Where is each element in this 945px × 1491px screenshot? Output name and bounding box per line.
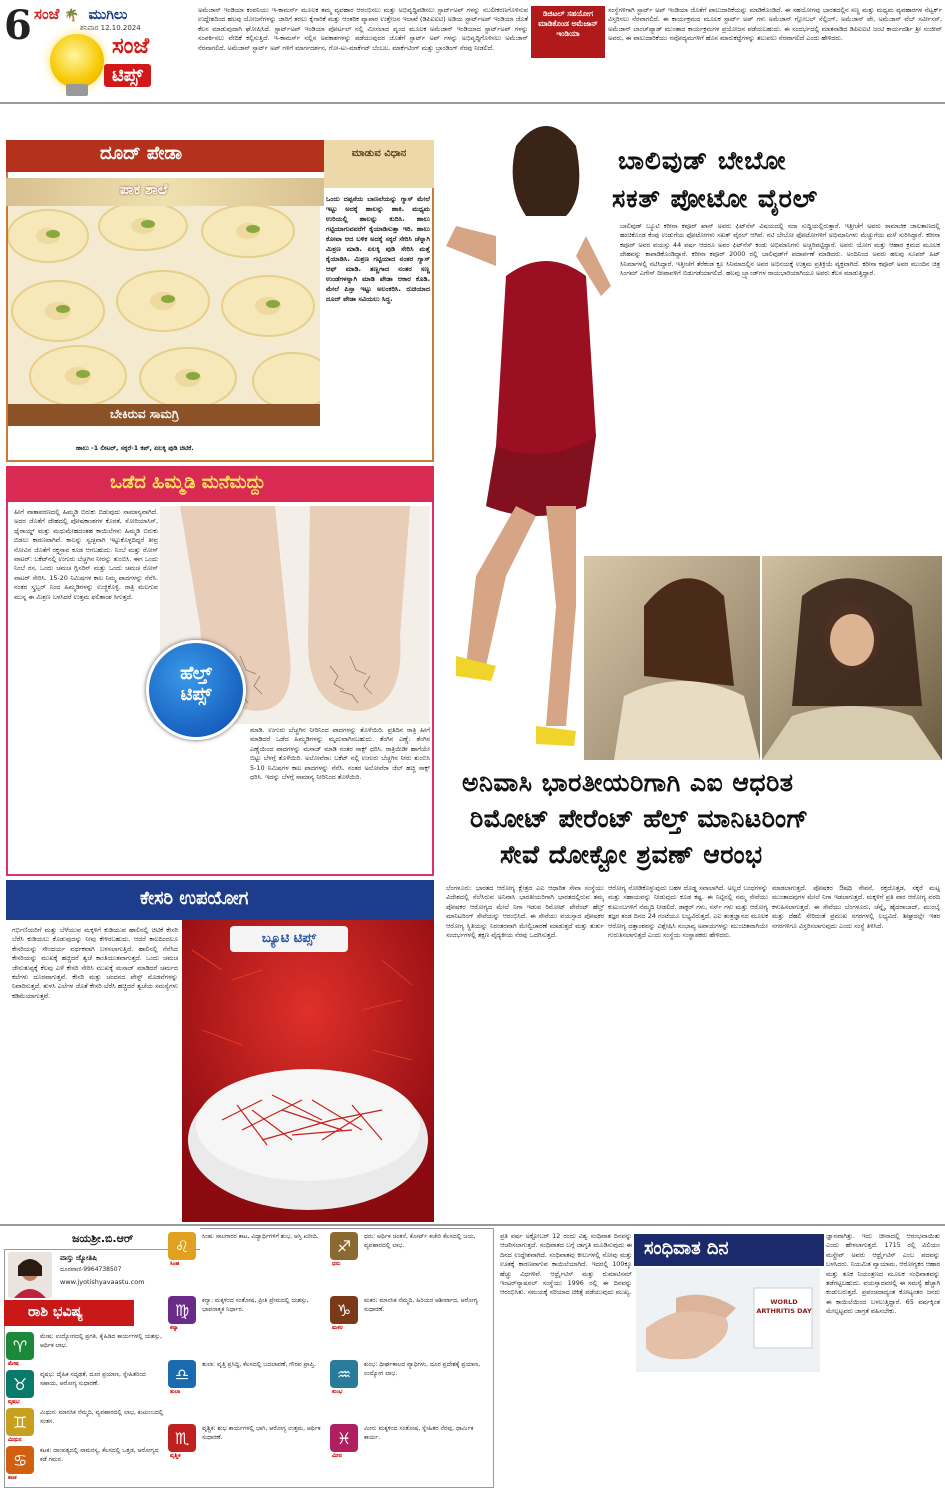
bollywood-body: ಬಾಲಿವುಡ್ ಬ್ಯೂಟಿ ಕರೀನಾ ಕಪೂರ್ ಖಾನ್ ಅವರು ಫಿಟ್‌ನೆಸ್ ವಿಷಯದಲ್ಲಿ ಸದಾ ಸುದ್ದಿಯಲ್ಲಿರುತ್ತಾರೆ. ಇತ್ತೀಚೆಗೆ ಅವರು ಸಾಮಾಜಿಕ ಜಾಲತಾಣದಲ್ಲಿ ಹಂಚಿಕೊಂಡ ಕೆಂಪು ಉಡುಗೆಯ ಫೋಟೋಗಳು ಸಖತ್ ವೈರಲ್ ಆಗಿವೆ. ನಟಿ ಬೇಬೋ ಫೋಟೋಗಳಿಗೆ ಅಭಿಮಾನಿಗಳು ಮೆಚ್ಚುಗೆಯ ಮಳೆ ಸುರಿಸಿದ್ದಾರೆ. ಕರೀನಾ ಕಪೂರ್ ಅವರ ವಯಸ್ಸು 44 ವರ್ಷ ಆದರೂ ಅವರ ಫಿಟ್‌ನೆಸ್ ಕಂಡು ಅಭಿಮಾನಿಗಳು ಅಚ್ಚರಿಪಟ್ಟಿದ್ದಾರೆ. ಅವರು ಯೋಗ ಮತ್ತು ಆಹಾರ ಕ್ರಮದ ಮೂಲಕ ದೇಹವನ್ನು ಕಾಪಾಡಿಕೊಂಡಿದ್ದಾರೆ. ಕರೀನಾ ಕಪೂರ್ 2000 ರಲ್ಲಿ ಬಾಲಿವುಡ್‌ಗೆ ಪದಾರ್ಪಣೆ ಮಾಡಿದರು. ಅಂದಿನಿಂದ ಅವರು ಹಲವು ಸೂಪರ್ ಹಿಟ್ ಸಿನಿಮಾಗಳಲ್ಲಿ ನಟಿಸಿದ್ದಾರೆ. ಇತ್ತೀಚೆಗೆ ತೆರೆಕಂಡ ಕ್ರೂ ಸಿನಿಮಾದಲ್ಲಿನ ಅವರ ಅಭಿನಯಕ್ಕೆ ಉತ್ತಮ ಪ್ರತಿಕ್ರಿಯೆ ವ್ಯಕ್ತವಾಗಿದೆ. ಕರೀನಾ ಕಪೂರ್ ಅವರ ಮುಂದಿನ ಚಿತ್ರ ಸಿಂಗಮ್ ಎಗೇನ್ ದೀಪಾವಳಿಗೆ ಬಿಡುಗಡೆಯಾಗಲಿದೆ. ಹಲವು ಬ್ರ್ಯಾಂಡ್‌ಗಳ ರಾಯಭಾರಿಯಾಗಿಯೂ ಅವರು ಕೆಲಸ ಮಾಡುತ್ತಿದ್ದಾರೆ. <box>620 222 940 278</box>
rasi-sign-text: ಮೇಷ: ಉದ್ಯೋಗದಲ್ಲಿ ಪ್ರಗತಿ, ಕೈಹಿಡಿದ ಕಾರ್ಯಗಳಲ್ಲಿ ಯಶಸ್ಸು, ಆರ್ಥಿಕ ಲಾಭ. <box>40 1333 162 1349</box>
rasi-sign-icon: ♋ <box>6 1446 34 1474</box>
rasi-sign-icon: ♓ <box>330 1424 358 1452</box>
logo-line2: ಟಿಪ್ಸ್ <box>104 64 151 87</box>
method-text: ಒಂದು ದಪ್ಪನೆಯ ಬಾಣಲೆಯನ್ನು ಗ್ಯಾಸ್ ಮೇಲೆ ಇಟ್ಟು ಅದಕ್ಕೆ ಹಾಲನ್ನು ಹಾಕಿ. ಮಧ್ಯಮ ಉರಿಯಲ್ಲಿ ಹಾಲನ್ನು ಕುದಿಸಿ. ಹಾಲು ಗಟ್ಟಿಯಾಗುವವರೆಗೆ ಕೈಯಾಡಿಸುತ್ತಾ ಇರಿ. ಹಾಲು ಕೋವಾ ಆದ ಬಳಿಕ ಅದಕ್ಕೆ ಸಕ್ಕರೆ ಸೇರಿಸಿ ಚೆನ್ನಾಗಿ ಮಿಶ್ರಣ ಮಾಡಿ. ಏಲಕ್ಕಿ ಪುಡಿ ಸೇರಿಸಿ ಮತ್ತೆ ಕೈಯಾಡಿಸಿ. ಮಿಶ್ರಣ ಗಟ್ಟಿಯಾದ ನಂತರ ಗ್ಯಾಸ್ ಆಫ್ ಮಾಡಿ. ತಣ್ಣಗಾದ ನಂತರ ಸಣ್ಣ ಉಂಡೆಗಳನ್ನಾಗಿ ಮಾಡಿ ಪೇಡಾ ಆಕಾರ ಕೊಡಿ. ಮೇಲೆ ಪಿಸ್ತಾ ಇಟ್ಟು ಅಲಂಕರಿಸಿ. ರುಚಿಯಾದ ದೂದ್ ಪೇಡಾ ಸವಿಯಲು ಸಿದ್ಧ. <box>326 195 430 303</box>
rasi-sign-text: ಕನ್ಯಾ: ಮಕ್ಕಳಿಂದ ಸಂತೋಷ, ಪ್ರೀತಿ ಪ್ರೇಮದಲ್ಲಿ ಯಶಸ್ಸು, ಭಾವನಾತ್ಮಕ ನಿರ್ಧಾರ. <box>202 1297 309 1313</box>
rasi-sign-icon: ♊ <box>6 1408 34 1436</box>
rasi-sign-name: ತುಲಾ <box>170 1389 181 1395</box>
rasi-sign-text: ಮೀನ: ಮಕ್ಕಳಿಂದ ಸಂತೋಷ, ಸ್ನೇಹಿತರ ನೆರವು, ಧಾರ್ಮಿಕ ಕಾರ್ಯ. <box>364 1425 474 1441</box>
rasi-sign-name: ಮಿಥುನ <box>8 1437 22 1443</box>
rasi-sign-name: ಕಟಕ <box>8 1475 17 1481</box>
rasi-sign-text: ಮಿಥುನ: ಮಾನಸಿಕ ನೆಮ್ಮದಿ, ವ್ಯವಹಾರದಲ್ಲಿ ಲಾಭ, ಕುಟುಂಬದಲ್ಲಿ ಸಂತಸ. <box>40 1409 164 1425</box>
page-number: 6 <box>4 2 32 49</box>
top-story-badge-text: ಡಿಜಿಟಲ್ ಸಹಯೋಗ ಮಾಡಿಕೊಂಡ ಅಮೆಜಾನ್ ಇಂಡಿಯಾ <box>538 9 598 38</box>
bollywood-headline-line1: ಬಾಲಿವುಡ್ ಬೇಬೋ <box>618 146 787 175</box>
saffron-photo <box>182 920 434 1222</box>
heels-col1: ಹೀಗೆ ವಾತಾವರಣದಲ್ಲಿ ಹಿಮ್ಮಡಿ ಬಿರುಕು ಬಿಡುವುದು ಸಾಮಾನ್ಯವಾಗಿದೆ. ಅದರ ಜೊತೆಗೆ ದೇಹದಲ್ಲಿ ಪೋಷಕಾಂಶಗಳ ಕೊರತೆ, ಸೋರಿಯಾಸಿಸ್, ಥೈರಾಯ್ಡ್ ಮತ್ತು ಮಧುಮೇಹದಂತಹ ಕಾಯಿಲೆಗಳು ಹಿಮ್ಮಡಿ ಬಿರುಕು ಬಿಡಲು ಕಾರಣವಾಗಿವೆ. ಕಾಲನ್ನು ಸ್ವಚ್ಛವಾಗಿ ಇಟ್ಟುಕೊಳ್ಳದಿದ್ದರೆ ತೀವ್ರ ನೋವಿನ ಜೊತೆಗೆ ರಕ್ತಸ್ರಾವ ಕೂಡ ಆಗಬಹುದು. ನಿಂಬೆ ಮತ್ತು ರೋಸ್ ವಾಟರ್: ಬಕೆಟ್‌ನಲ್ಲಿ ಉಗುರು ಬೆಚ್ಚಗಿನ ನೀರನ್ನು ತುಂಬಿಸಿ. ಈಗ ಒಂದು ನಿಂಬೆ ರಸ, ಒಂದು ಚಮಚ ಗ್ಲಿಸರಿನ್ ಮತ್ತು ಒಂದು ಚಮಚ ರೋಸ್ ವಾಟರ್ ಸೇರಿಸಿ. 15-20 ನಿಮಿಷಗಳ ಕಾಲ ನಿಮ್ಮ ಪಾದಗಳನ್ನು ನೆನೆಸಿ. ನಂತರ ಸ್ಕ್ರಬ್ಬರ್ ನಿಂದ ಹಿಮ್ಮಡಿಗಳನ್ನು ಉಜ್ಜಿಕೊಳ್ಳಿ. ರಾತ್ರಿ ಮಲಗುವ ಮುನ್ನ ಈ ಮಿಶ್ರಣ ಬಳಸಿದರೆ ಉತ್ತಮ ಫಲಿತಾಂಶ ಸಿಗುತ್ತದೆ. <box>14 508 158 601</box>
rasi-sign-icon: ♍ <box>168 1296 196 1324</box>
rasi-title: ರಾಶಿ ಭವಿಷ್ಯ <box>28 1304 83 1320</box>
kareena-photo-3-illustration <box>762 556 942 760</box>
avatar-icon <box>8 1252 52 1298</box>
nri-headline-line3: ಸೇವೆ ದೋಕ್ಟೋ ಶ್ರವಣ್ ಆರಂಭ <box>500 840 763 869</box>
bollywood-headline-line2: ಸಕತ್ ಪೋಟೋ ವೈರಲ್ <box>612 184 819 213</box>
arthritis-col2: ಜ್ಞಾನವಾಗಿತ್ತು. ಇದು ಚೀನಾದಲ್ಲಿ ಆರಂಭವಾಯಿತು ಎಂದು ಹೇಳಲಾಗುತ್ತದೆ. 1715 ರಲ್ಲಿ ವಿಲಿಯಂ ಮಸ್ಗ್ರೇವ್ ಅವರು ಆರ್ಥ್ರೈಟಿಸ್ ಎಂಬ ಪದವನ್ನು ಬಳಸಿದರು. ನಿಯಮಿತ ವ್ಯಾಯಾಮ, ಆರೋಗ್ಯಕರ ಆಹಾರ ಮತ್ತು ತೂಕ ನಿಯಂತ್ರಣದ ಮೂಲಕ ಸಂಧಿವಾತವನ್ನು ತಡೆಗಟ್ಟಬಹುದು. ವಯಸ್ಸಾದವರಲ್ಲಿ ಈ ಸಮಸ್ಯೆ ಹೆಚ್ಚಾಗಿ ಕಂಡುಬರುತ್ತದೆ. ಪ್ರಪಂಚದಾದ್ಯಂತ ಕೋಟ್ಯಂತರ ಜನರು ಈ ಕಾಯಿಲೆಯಿಂದ ಬಳಲುತ್ತಿದ್ದಾರೆ. 65 ವರ್ಷಕ್ಕಿಂತ ಮೇಲ್ಪಟ್ಟವರು ಜಾಗ್ರತೆ ವಹಿಸಬೇಕು. <box>826 1232 940 1316</box>
peda-illustration <box>8 206 320 406</box>
rasi-sign-icon: ♐ <box>330 1232 358 1260</box>
nri-col1: ಬೆಂಗಳೂರು: ಭಾರತದ ಆರೋಗ್ಯ ಕ್ಷೇತ್ರದ ಎಐ ಆಧಾರಿತ ಸೇವಾ ಸಂಸ್ಥೆಯು ವಿದೇಶದಲ್ಲಿ ನೆಲೆಸಿರುವ ಅನಿವಾಸಿ ಭಾರತೀಯರಿಗಾಗಿ ಭಾರತದಲ್ಲಿರುವ ತಮ್ಮ ಪೋಷಕರ ಆರೋಗ್ಯದ ಮೇಲೆ ನಿಗಾ ಇಡುವ ರಿಮೋಟ್ ಪೇರೆಂಟ್ ಹೆಲ್ತ್ ಮಾನಿಟರಿಂಗ್ ಸೇವೆಯನ್ನು ಆರಂಭಿಸಿದೆ. ಈ ಸೇವೆಯು ವಯಸ್ಸಾದ ಪೋಷಕರ ಆರೋಗ್ಯ ಸ್ಥಿತಿಯನ್ನು ನಿರಂತರವಾಗಿ ಮೇಲ್ವಿಚಾರಣೆ ಮಾಡುತ್ತದೆ ಮತ್ತು ತುರ್ತು ಸಂದರ್ಭಗಳಲ್ಲಿ ತಕ್ಷಣ ವೈದ್ಯಕೀಯ ನೆರವು ಒದಗಿಸುತ್ತದೆ. <box>446 884 604 940</box>
rasi-sign-text: ತುಲಾ: ವೃತ್ತಿ ಪ್ರಸಿದ್ಧಿ, ಕೆಲಸದಲ್ಲಿ ಬದಲಾವಣೆ, ಗೌರವ ಪ್ರಾಪ್ತಿ. <box>202 1361 317 1368</box>
palm-icon: 🌴 <box>64 8 80 22</box>
beauty-tips-badge: ಬ್ಯೂಟಿ ಟಿಪ್ಸ್ <box>230 926 348 952</box>
arthritis-image-label: WORLD ARTHRITIS DAY <box>756 1298 812 1315</box>
nri-headline-line2: ರಿಮೋಟ್ ಪೇರೆಂಟ್ ಹೆಲ್ತ್ ಮಾನಿಟರಿಂಗ್ <box>470 804 809 833</box>
health-badge-line2: ಟಿಪ್ಸ್ <box>180 684 212 705</box>
rasi-sign-name: ವೃಶ್ಚಿಕ <box>170 1453 181 1459</box>
kesari-body: ಗರ್ಭಿಣಿಯರಿಗೆ ಮತ್ತು ಬೆಳೆಯುವ ಮಕ್ಕಳಿಗೆ ಕುಡಿಯುವ ಹಾಲಿನಲ್ಲಿ ಚಿಟಿಕೆ ಕೇಸರಿ ಬೆರೆಸಿ ಕುಡಿಯಲು ಕೊಡುವುದನ್ನು ನೀವು ಕೇಳಿರಬಹುದು. ಆದರೆ ಕಾಲದಿಂದಲೂ ಕೇಸರಿಯನ್ನು ಸೌಂದರ್ಯ ವರ್ಧಕವಾಗಿ ಬಳಸಲಾಗುತ್ತಿದೆ. ಹಾಲಿನಲ್ಲಿ ನೆನೆಸಿದ ಕೇಸರಿಯನ್ನು ಮುಖಕ್ಕೆ ಹಚ್ಚಿದರೆ ತ್ವಚೆ ಕಾಂತಿಯುತವಾಗುತ್ತದೆ. ಒಂದು ಚಮಚ ಜೇನುತುಪ್ಪಕ್ಕೆ ಕೆಲವು ಎಳೆ ಕೇಸರಿ ಸೇರಿಸಿ ಮುಖಕ್ಕೆ ಮಸಾಜ್ ಮಾಡಿದರೆ ಚರ್ಮದ ಕಲೆಗಳು ದೂರವಾಗುತ್ತವೆ. ಕೇಸರಿ ಮತ್ತು ಚಂದನದ ಪೇಸ್ಟ್ ಮೊಡವೆಗಳನ್ನು ನಿವಾರಿಸುತ್ತದೆ. ತುಳಸಿ ಎಲೆಗಳ ಜೊತೆ ಕೇಸರಿ ಬೆರೆಸಿ ಹಚ್ಚಿದರೆ ತ್ವಚೆಯ ಸಮಸ್ಯೆಗಳು ಕಡಿಮೆಯಾಗುತ್ತವೆ. <box>12 926 178 1000</box>
rasi-sign-name: ಮಕರ <box>332 1325 343 1331</box>
health-tips-badge <box>146 640 246 740</box>
nri-col2: ಆರೋಗ್ಯ ನೋಡಿಕೊಳ್ಳುವುದು ಬಹಳ ದೊಡ್ಡ ಸವಾಲಾಗಿದೆ. ಅಲ್ಲದೆ ಬಂಧಗಳನ್ನು ಮತ್ತು ಸಹಾಯವನ್ನು ನೀಡುವುದು ಕೂಡ ಕಷ್ಟ. ಈ ನಿಟ್ಟಿನಲ್ಲಿ ನಮ್ಮ ಸೇವೆಯು ಕುಟುಂಬಗಳಿಗೆ ನೆಮ್ಮದಿ ನೀಡಲಿದೆ. ಡಾಕ್ಟರ್ ಗಳು, ನರ್ಸ್ ಗಳು ಮತ್ತು ಆರೋಗ್ಯ ತಜ್ಞರ ತಂಡ ದಿನದ 24 ಗಂಟೆಯೂ ಲಭ್ಯವಿರುತ್ತದೆ. ಎಐ ತಂತ್ರಜ್ಞಾನದ ಮೂಲಕ ಆರೋಗ್ಯ ದತ್ತಾಂಶವನ್ನು ವಿಶ್ಲೇಷಿಸಿ ಸಂಭಾವ್ಯ ಅಪಾಯಗಳನ್ನು ಮುಂಚಿತವಾಗಿಯೇ ಗುರುತಿಸಲಾಗುತ್ತದೆ ಎಂದು ಸಂಸ್ಥೆಯ ಸಂಸ್ಥಾಪಕರು ಹೇಳಿದರು. <box>608 884 768 940</box>
arthritis-title: ಸಂಧಿವಾತ ದಿನ <box>644 1238 729 1259</box>
rasi-sign-icon: ♒ <box>330 1360 358 1388</box>
rasi-sign-text: ಕುಂಭ: ಧೀರ್ಘಕಾಲದ ವ್ಯಾಧಿಗಳು, ದೂರ ಪ್ರದೇಶಕ್ಕೆ ಪ್ರಯಾಣ, ಉದ್ಯೋಗ ಲಾಭ. <box>364 1361 481 1377</box>
masthead-date: ಶನಿವಾರ 12.10.2024 <box>80 24 141 32</box>
rasi-sign-name: ವೃಷಭ <box>8 1399 20 1405</box>
rasi-sign-name: ಮೇಷ <box>8 1361 19 1367</box>
ingredients-label: ಬೇಕಿರುವ ಸಾಮಗ್ರಿ <box>110 407 179 421</box>
brand-right: ಮುಗಿಲು <box>88 7 128 23</box>
kareena-photo-2-illustration <box>584 556 760 760</box>
rasi-sign-name: ಕನ್ಯಾ <box>170 1325 179 1331</box>
nri-col3: ಮಾಡಲಾಗುತ್ತದೆ. ಪೋಷಕರ ಔಷಧಿ ಸೇವನೆ, ರಕ್ತದೊತ್ತಡ, ಸಕ್ಕರೆ ಮಟ್ಟ ಮುಂತಾದವುಗಳ ಮೇಲೆ ನಿಗಾ ಇಡಲಾಗುತ್ತದೆ. ಮಕ್ಕಳಿಗೆ ಪ್ರತಿ ವಾರ ಆರೋಗ್ಯ ವರದಿ ಕಳುಹಿಸಲಾಗುತ್ತದೆ. ಈ ಸೇವೆಯು ಬೆಂಗಳೂರು, ಚೆನ್ನೈ, ಹೈದರಾಬಾದ್, ಮುಂಬೈ ಮತ್ತು ದೆಹಲಿ ಸೇರಿದಂತೆ ಪ್ರಮುಖ ನಗರಗಳಲ್ಲಿ ಲಭ್ಯವಿದೆ. ಶೀಘ್ರದಲ್ಲೇ ಇತರ ನಗರಗಳಿಗೂ ವಿಸ್ತರಿಸಲಾಗುವುದು ಎಂದು ಸಂಸ್ಥೆ ತಿಳಿಸಿದೆ. <box>772 884 940 930</box>
nri-headline-line1: ಅನಿವಾಸಿ ಭಾರತೀಯರಿಗಾಗಿ ಎಐ ಆಧರಿತ <box>462 768 794 797</box>
paaka-shaale-label: ಪಾಕ ಶಾಲೆ <box>120 182 168 198</box>
rasi-sign-icon: ♏ <box>168 1424 196 1452</box>
rasi-sign-icon: ♑ <box>330 1296 358 1324</box>
astrologer-title: ವಾಸ್ತು ಜ್ಯೋತಿಷಿ <box>60 1254 97 1262</box>
rasi-sign-name: ಕುಂಭ <box>332 1389 343 1395</box>
kareena-photo-3 <box>762 556 942 760</box>
arthritis-illustration <box>636 1268 820 1372</box>
rasi-sign-name: ಸಿಂಹ <box>170 1261 180 1267</box>
bulb-icon <box>50 34 104 88</box>
logo-line1: ಸಂಜೆ <box>112 34 150 59</box>
top-divider <box>0 102 945 104</box>
astrologer-website[interactable]: www.jyotishyavaastu.com <box>60 1278 145 1286</box>
bulb-base-icon <box>66 84 88 96</box>
astrologer-phone: ದೂರವಾಣಿ-9964738507 <box>60 1266 122 1273</box>
method-label <box>324 140 434 188</box>
rasi-sign-icon: ♉ <box>6 1370 34 1398</box>
masthead <box>0 0 195 100</box>
rasi-sign-name: ಮೀನ <box>332 1453 342 1459</box>
top-story-badge <box>531 6 605 58</box>
top-story-col2: ಸಂಸ್ಥೆಗಳಿಗಾಗಿ ಸ್ಟಾರ್ಟ್ ಅಪ್ ಇಂಡಿಯಾ ಜೊತೆಗೆ ಪಾಲುದಾರಿಕೆಯನ್ನು ಮಾಡಿಕೊಂಡಿದೆ. ಈ ಸಹಯೋಗವು ಭಾರತದಲ್ಲಿನ ಸಣ್ಣ ಮತ್ತು ಮಧ್ಯಮ ವ್ಯವಹಾರಗಳ ನೆಟ್ವರ್ಕ್ ವಿಸ್ತರಿಸಲು ನೆರವಾಗಲಿದೆ. ಈ ಕಾರ್ಯಕ್ರಮದ ಮೂಲಕ ಸ್ಟಾರ್ಟ್ ಅಪ್ ಗಳು ಅಮೆಜಾನ್ ಗ್ಲೋಬಲ್ ಸೆಲ್ಲಿಂಗ್, ಅಮೆಜಾನ್ ಪೇ, ಅಮೆಜಾನ್ ವೆಬ್ ಸರ್ವೀಸಸ್, ಅಮೆಜಾನ್ ಲಾಂಚ್‌ಪ್ಯಾಡ್ ಮುಂತಾದ ಕಾರ್ಯಕ್ರಮಗಳ ಪ್ರಯೋಜನ ಪಡೆಯಬಹುದು. ಈ ಸಂದರ್ಭದಲ್ಲಿ ಮಾತನಾಡಿದ ಡಿಪಿಐಐಟಿ ಜಂಟಿ ಕಾರ್ಯದರ್ಶಿ ಶ್ರೀ ಸಂಜೀವ್ ಅವರು, ಈ ಪಾಲುದಾರಿಕೆಯು ನವೋದ್ಯಮಗಳಿಗೆ ಹೊಸ ಮಾರುಕಟ್ಟೆಗಳನ್ನು ತಲುಪಲು ನೆರವಾಗಲಿದೆ ಎಂದು ಹೇಳಿದರು. <box>608 6 942 43</box>
peda-photo <box>8 206 320 406</box>
ingredients-text: ಹಾಲು -1 ಲೀಟರ್, ಸಕ್ಕರೆ-1 ಕಪ್, ಏಲಕ್ಕಿ ಪುಡಿ ಚಿಟಿಕೆ. <box>76 444 194 452</box>
method-label-text: ಮಾಡುವ ವಿಧಾನ <box>351 148 407 159</box>
health-badge-line1: ಹೆಲ್ತ್ <box>180 663 212 684</box>
rasi-sign-icon: ♎ <box>168 1360 196 1388</box>
doodh-peda-title: ದೂದ್ ಪೇಡಾ <box>100 143 183 164</box>
rasi-sign-icon: ♈ <box>6 1332 34 1360</box>
rasi-sign-name: ಧನು <box>332 1261 341 1267</box>
top-story-col1: ಅಮೆಜಾನ್ ಇಂಡಿಯಾ ಕಂಪನಿಯು ಇ-ಕಾಮರ್ಸ್ ಮೂಲಕ ತಮ್ಮ ವ್ಯವಹಾರ ಆರಂಭಿಸಲು ಮತ್ತು ಅಭಿವೃದ್ಧಿಪಡಿಸಲು ಸ್ಟಾರ್ಟ್‌ಅಪ್ ಗಳನ್ನು ಸಬಲೀಕರಣಗೊಳಿಸುವ ಉದ್ದೇಶದಿಂದ ಹಲವು ಯೋಜನೆಗಳನ್ನು ಜಾರಿಗೆ ತರಲು ಕೈಗಾರಿಕೆ ಮತ್ತು ಆಂತರಿಕ ವ್ಯಾಪಾರ ಉತ್ತೇಜನ ಇಲಾಖೆ (ಡಿಪಿಐಐಟಿ) ಅಡಿಯ ಸ್ಟಾರ್ಟ್‌ಅಪ್ ಇಂಡಿಯಾ ಜೊತೆ ಕೆಲಸ ಮಾಡುವುದಾಗಿ ಘೋಷಿಸಿದೆ. ಸ್ಟಾರ್ಟ್‌ಅಪ್ ಇಂಡಿಯಾ ಪೋರ್ಟಲ್ ನಲ್ಲಿ ಮೀಸಲಾದ ವೃಂದ ಮೂಲಕ ಅಮೆಜಾನ್ ಇಂಡಿಯಾದ ಸ್ಟಾರ್ಟ್‌ಅಪ್ ಗಳನ್ನು ಸಂಪರ್ಕಿಸಲು ವೇದಿಕೆ ಕಲ್ಪಿಸುತ್ತಿದೆ. ಇ-ಕಾಮರ್ಸ್ ನಲ್ಲಿನ ಅವಕಾಶಗಳನ್ನು ಪಡೆಯುವುದರ ಜೊತೆಗೆ ಸ್ಟಾರ್ಟ್ ಅಪ್ ಗಳನ್ನು ಅಭಿವೃದ್ಧಿಗೊಳಿಸಲು ಅಮೆಜಾನ್ ನೆರವಾಗಲಿದೆ. ಅಮೆಜಾನ್ ಸ್ಟಾರ್ಟ್ ಅಪ್ ಗಳಿಗೆ ಮಾರ್ಗದರ್ಶನ, ಗೋ-ಟು-ಮಾರ್ಕೆಟ್ ಬೆಂಬಲ, ಮಾರ್ಕೆಟಿಂಗ್ ಮತ್ತು ಬ್ರಾಂಡಿಂಗ್ ನೆರವು ನೀಡಲಿದೆ. <box>198 6 528 52</box>
rasi-sign-text: ಸಿಂಹ: ಸಾಲಗಾರರ ಕಾಟ, ವಿದ್ಯಾರ್ಥಿಗಳಿಗೆ ಶುಭ, ಆಸ್ತಿ ಖರೀದಿ. <box>202 1233 319 1240</box>
arthritis-col1: ಪ್ರತಿ ವರ್ಷ ಅಕ್ಟೋಬರ್ 12 ರಂದು ವಿಶ್ವ ಸಂಧಿವಾತ ದಿನವನ್ನು ಆಚರಿಸಲಾಗುತ್ತದೆ. ಸಂಧಿವಾತದ ಬಗ್ಗೆ ಜಾಗೃತಿ ಮೂಡಿಸುವುದು ಈ ದಿನದ ಉದ್ದೇಶವಾಗಿದೆ. ಸಂಧಿವಾತವು ಕೀಲುಗಳಲ್ಲಿ ನೋವು ಮತ್ತು ಊತಕ್ಕೆ ಕಾರಣವಾಗುವ ಕಾಯಿಲೆಯಾಗಿದೆ. ಇದರಲ್ಲಿ 100ಕ್ಕೂ ಹೆಚ್ಚು ವಿಧಗಳಿವೆ. ಆರ್ಥ್ರೈಟಿಸ್ ಮತ್ತು ರುಮಾಟಿಸಮ್ ಇಂಟರ್‌ನ್ಯಾಷನಲ್ ಸಂಸ್ಥೆಯು 1996 ರಲ್ಲಿ ಈ ದಿನವನ್ನು ಆರಂಭಿಸಿತು. ಸಮಯಕ್ಕೆ ಸರಿಯಾದ ಚಿಕಿತ್ಸೆ ಪಡೆಯುವುದು ಮುಖ್ಯ. <box>500 1232 632 1297</box>
saffron-illustration <box>182 920 434 1222</box>
rasi-sign-text: ವೃಷಭ: ದೈಹಿಕ ಸದೃಢತೆ, ದೂರ ಪ್ರಯಾಣ, ಸ್ನೇಹಿತರಿಂದ ಸಹಾಯ, ಆರೋಗ್ಯ ಸುಧಾರಣೆ. <box>40 1371 146 1387</box>
brand-left: ಸಂಜೆ <box>34 5 60 23</box>
astrologer-name: ಜಯಶ್ರೀ.ಬಿ.ಆರ್ <box>72 1232 134 1245</box>
heels-title: ಒಡೆದ ಹಿಮ್ಮಡಿ ಮನೆಮದ್ದು <box>110 472 266 493</box>
rasi-sign-text: ಮಕರ: ಮಾನಸಿಕ ನೆಮ್ಮದಿ, ಹಿರಿಯರ ಆಶೀರ್ವಾದ, ಆರೋಗ್ಯ ಸುಧಾರಣೆ. <box>364 1297 478 1313</box>
arthritis-photo <box>636 1268 820 1372</box>
rasi-sign-icon: ♌ <box>168 1232 196 1260</box>
heels-col2: ಮಾಡಿ. ಉಗುರು ಬೆಚ್ಚಗಿನ ನೀರಿನಿಂದ ಪಾದಗಳನ್ನು ತೊಳೆಯಿರಿ. ಪ್ರತಿದಿನ ರಾತ್ರಿ ಹೀಗೆ ಮಾಡಿದರೆ ಒಡೆದ ಹಿಮ್ಮಡಿಗಳನ್ನು ಮೃದುವಾಗಿಸಬಹುದು. ತೆಂಗಿನ ಎಣ್ಣೆ: ತೆಂಗಿನ ಎಣ್ಣೆಯಿಂದ ಪಾದಗಳನ್ನು ಮಸಾಜ್ ಮಾಡಿ ನಂತರ ಸಾಕ್ಸ್ ಧರಿಸಿ. ರಾತ್ರಿಯಿಡೀ ಹಾಗೆಯೇ ಬಿಟ್ಟು ಬೆಳಗ್ಗೆ ತೊಳೆಯಿರಿ. ಅಲೋವೆರಾ: ಬಕೆಟ್ ನಲ್ಲಿ ಉಗುರು ಬೆಚ್ಚಗಿನ ನೀರು ತುಂಬಿಸಿ 5-10 ನಿಮಿಷಗಳ ಕಾಲ ಪಾದಗಳನ್ನು ನೆನೆಸಿ. ನಂತರ ಅಲೋವೆರಾ ಜೆಲ್ ಹಚ್ಚಿ ಸಾಕ್ಸ್ ಧರಿಸಿ. ಇದನ್ನು ಬೆಳಗ್ಗೆ ಸಾಮಾನ್ಯ ನೀರಿನಿಂದ ತೊಳೆಯಿರಿ. <box>250 726 430 782</box>
rasi-sign-text: ವೃಶ್ಚಿಕ: ಶುಭ ಕಾರ್ಯಗಳಲ್ಲಿ ಭಾಗಿ, ಆರೋಗ್ಯ ಉತ್ತಮ, ಆರ್ಥಿಕ ಸುಧಾರಣೆ. <box>202 1425 321 1441</box>
rasi-sign-text: ಧನು: ಆರ್ಥಿಕ ಚಿಂತನೆ, ಕೋರ್ಟ್ ಕಚೇರಿ ಕೆಲಸದಲ್ಲಿ ಜಯ, ವ್ಯವಹಾರದಲ್ಲಿ ಲಾಭ. <box>364 1233 476 1249</box>
mid-divider <box>0 1224 945 1226</box>
rasi-sign-text: ಕಟಕ: ದಾಂಪತ್ಯದಲ್ಲಿ ಸಾಮರಸ್ಯ, ಕೆಲಸದಲ್ಲಿ ಒತ್ತಡ, ಆರೋಗ್ಯದ ಕಡೆ ಗಮನ. <box>40 1447 159 1463</box>
astrologer-avatar <box>8 1252 52 1298</box>
kesari-title: ಕೇಸರಿ ಉಪಯೋಗ <box>140 888 249 909</box>
brand-strip <box>34 4 194 22</box>
kareena-photo-2 <box>584 556 760 760</box>
